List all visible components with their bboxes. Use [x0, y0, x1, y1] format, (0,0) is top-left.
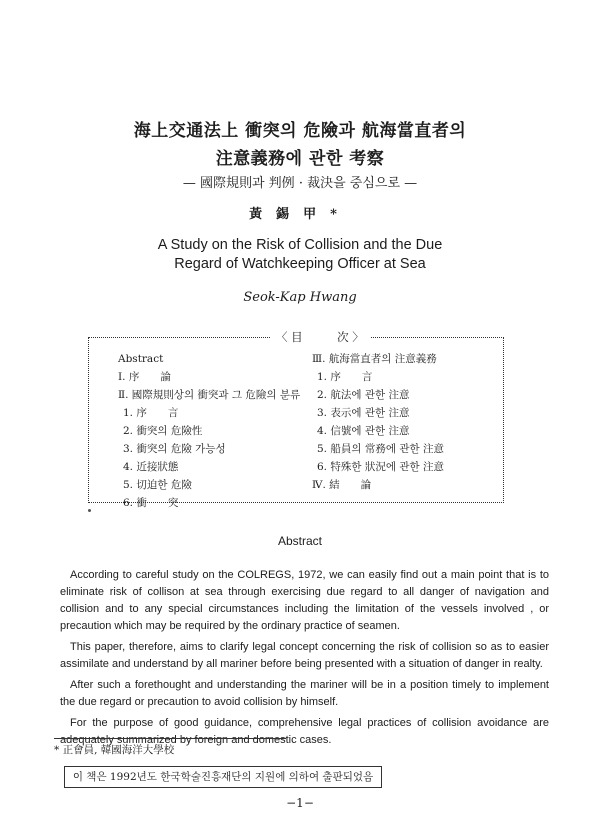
- author-english: Seok-Kap Hwang: [243, 290, 357, 305]
- toc-item: Ⅱ. 國際規則상의 衝突과 그 危險의 분류: [118, 389, 301, 401]
- toc-item: 6. 特殊한 狀況에 관한 注意: [317, 461, 444, 473]
- abstract-heading: Abstract: [277, 534, 322, 548]
- toc-left-column: [118, 350, 300, 512]
- toc-item: Abstract: [118, 353, 164, 365]
- toc-item: Ⅲ. 航海當直者의 注意義務: [312, 353, 437, 365]
- toc-item: 1. 序 言: [317, 371, 373, 383]
- abstract-paragraph: After such a forethought and understanding the mariner will be in a position timely to implement the due regard or precaution to avoid collision by himself.: [60, 679, 549, 708]
- footnote: * 正會員, 韓國海洋大學校: [54, 744, 175, 756]
- toc-item: 3. 表示에 관한 注意: [317, 407, 410, 419]
- abstract-body: [60, 567, 549, 753]
- toc-item: 5. 切迫한 危險: [123, 479, 192, 491]
- toc-item: 4. 近接狀態: [123, 461, 179, 473]
- paper-title-line-1: 海上交通法上 衝突의 危險과 航海當直者의: [133, 121, 467, 141]
- table-of-contents-title: 〈 目 次 〉: [270, 329, 370, 345]
- toc-item: 3. 衝突의 危險 가능성: [123, 443, 226, 455]
- english-title-line-2: Regard of Watchkeeping Officer at Sea: [174, 256, 426, 272]
- toc-item: 6. 衝 突: [123, 497, 179, 509]
- toc-item: Ⅳ. 結 論: [312, 479, 372, 491]
- divider-dot: [88, 509, 91, 512]
- toc-item: 2. 衝突의 危險性: [123, 425, 203, 437]
- footnote-divider: [54, 738, 286, 739]
- abstract-paragraph: This paper, therefore, aims to clarify legal concept concerning the risk of collision so as to easier assimilate and understand by all mariner before being presented with a situation of danger in realty.: [60, 641, 549, 670]
- toc-item: 4. 信號에 관한 注意: [317, 425, 410, 437]
- toc-item: 5. 船員의 常務에 관한 注意: [317, 443, 444, 455]
- toc-item: 2. 航法에 관한 注意: [317, 389, 410, 401]
- paper-subtitle: — 國際規則과 判例 · 裁決을 중심으로 —: [182, 176, 418, 191]
- toc-item: Ⅰ. 序 論: [118, 371, 171, 383]
- english-title-line-1: A Study on the Risk of Collision and the Due: [157, 237, 443, 253]
- toc-item: 1. 序 言: [123, 407, 179, 419]
- author-korean: 黃錫甲*: [249, 207, 351, 222]
- paper-title-line-2: 注意義務에 관한 考察: [215, 149, 385, 169]
- funding-notice: 이 책은 1992년도 한국학술진흥재단의 지원에 의하여 출판되었음: [64, 766, 382, 788]
- page-number: −1−: [286, 796, 314, 810]
- abstract-paragraph: According to careful study on the COLREGS, 1972, we can easily find out a main point that is to eliminate risk of collison at sea through exercising due regard to all danger of navigation and collision and to any special circumstances including the limitation of the vessels involved , or precaution which may be required by the ordinary practice of seamen.: [60, 569, 549, 632]
- abstract-paragraph: For the purpose of good guidance, comprehensive legal practices of collision avoidance are adequately summarized by foreign and domestic cases.: [60, 717, 549, 746]
- toc-right-column: [312, 350, 444, 494]
